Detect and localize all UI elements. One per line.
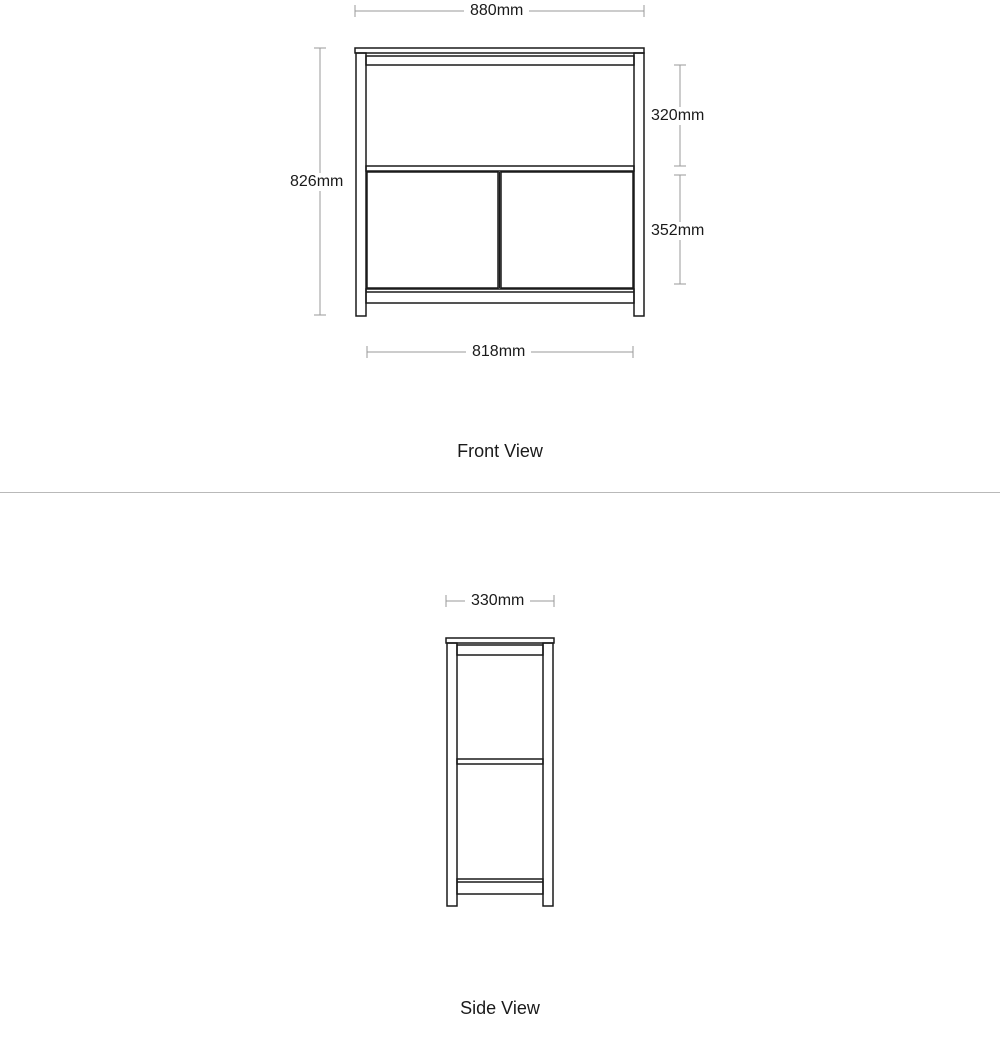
front-bottom-shelf: [366, 289, 634, 303]
section-divider: [0, 492, 1000, 493]
front-right-leg: [634, 53, 644, 316]
front-top-slab: [355, 48, 644, 53]
front-top-rail: [366, 56, 634, 65]
dimension-inner-width: 818mm: [466, 343, 531, 361]
dimension-open-shelf-height: 320mm: [651, 107, 705, 124]
front-view-caption: Front View: [457, 441, 543, 461]
front-left-door: [367, 172, 498, 288]
dimension-depth: 330mm: [465, 592, 530, 610]
front-right-door: [501, 172, 633, 288]
side-back-leg: [543, 643, 553, 906]
dimension-door-height: 352mm: [651, 222, 705, 239]
side-view-cabinet: [446, 638, 554, 906]
dimension-overall-width: 880mm: [464, 2, 529, 20]
side-view-caption: Side View: [460, 998, 540, 1018]
front-left-leg: [356, 53, 366, 316]
side-middle-shelf: [457, 759, 543, 764]
side-top-rail: [457, 645, 543, 655]
side-top-slab: [446, 638, 554, 643]
side-front-leg: [447, 643, 457, 906]
front-middle-shelf: [366, 166, 634, 171]
dimension-overall-height: 826mm: [290, 173, 344, 190]
front-view-cabinet: [355, 48, 644, 316]
